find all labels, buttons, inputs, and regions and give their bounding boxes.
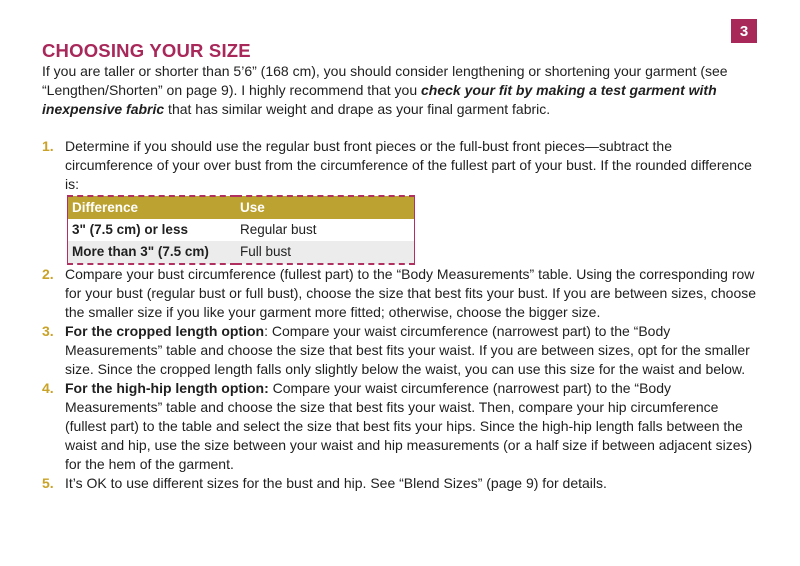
table-cell: More than 3" (7.5 cm) xyxy=(68,241,237,264)
step-text: Compare your bust circumference (fullest part) to the “Body Measurements” table. Using the corresponding row for your bust (regular bust or full bust), choose the size that best fits your bust. If you are between sizes, choose the smaller size if you like your garment more fitted; otherwise, choose the bigger size. xyxy=(65,266,757,320)
steps-list xyxy=(42,137,758,493)
table-header-row xyxy=(68,196,415,219)
step-text: It’s OK to use different sizes for the bust and hip. See “Blend Sizes” (page 9) for details. xyxy=(65,475,607,491)
step-2 xyxy=(42,265,758,322)
step-1 xyxy=(42,137,758,265)
intro-text-1: If you are taller or shorter than 5’6” (168 cm), you should consider lengthening or shortening your garment (see “Lengthen/Shorten” on page 9). I highly recommend that you xyxy=(42,63,728,98)
table-cell: Full bust xyxy=(236,241,415,264)
table-header-difference: Difference xyxy=(68,196,237,219)
step-4 xyxy=(42,379,758,474)
table-cell: 3" (7.5 cm) or less xyxy=(68,219,237,241)
page-number-badge: 3 xyxy=(731,19,757,43)
step-number: 4. xyxy=(42,380,54,396)
intro-emphasis: check your fit by making a test garment with inexpensive fabric xyxy=(42,82,717,117)
step-number: 2. xyxy=(42,266,54,282)
table-cell: Regular bust xyxy=(236,219,415,241)
step-text: Determine if you should use the regular bust front pieces or the full-bust front pieces—subtract the circumference of your over bust from the circumference of the fullest part of your bust. If the rounded difference is: xyxy=(65,138,752,192)
step-5 xyxy=(42,474,758,493)
section-heading: CHOOSING YOUR SIZE xyxy=(42,40,251,61)
step-text: Compare your waist circumference (narrowest part) to the “Body Measurements” table and choose the size that best fits your waist. Then, compare your hip circumference (fullest part) to the table and select the size that best fits your hips. Since the high-hip length falls between the waist and hip, use the size between your waist and hip measurements (or a half size if between adjacent sizes) for the hem of the garment. xyxy=(65,380,753,472)
step-number: 3. xyxy=(42,323,54,339)
step-number: 5. xyxy=(42,475,54,491)
table-header-use: Use xyxy=(236,196,415,219)
step-number: 1. xyxy=(42,138,54,154)
intro-text-2: that has similar weight and drape as your final garment fabric. xyxy=(164,101,551,117)
step-lead: For the high-hip length option: xyxy=(65,380,269,396)
step-lead: For the cropped length option xyxy=(65,323,265,339)
size-difference-table xyxy=(67,195,415,265)
intro-paragraph xyxy=(42,62,754,119)
table-row xyxy=(68,241,415,264)
step-3 xyxy=(42,322,758,379)
table-row xyxy=(68,219,415,241)
step-text: : Compare your waist circumference (narrowest part) to the “Body Measurements” table and choose the size that best fits your waist. If you are between sizes, opt for the smaller size. Since the cropped length falls only slightly below the waist, you can use this size for the waist and below. xyxy=(65,323,750,377)
